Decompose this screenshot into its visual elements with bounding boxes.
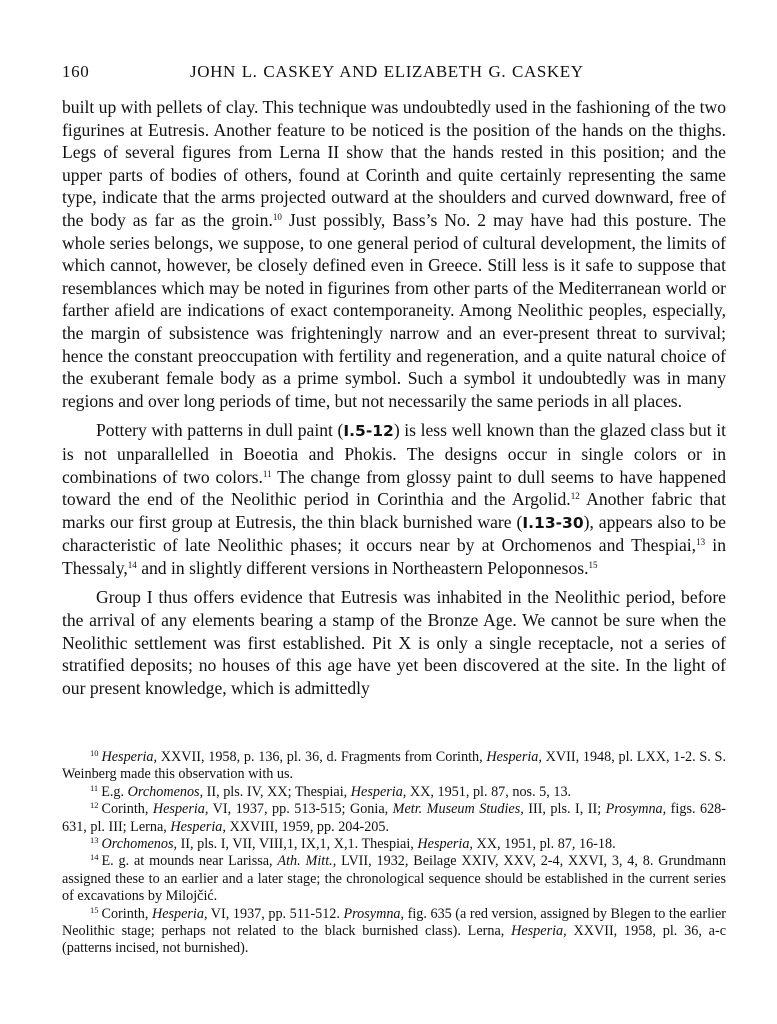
running-title: JOHN L. CASKEY AND ELIZABETH G. CASKEY — [190, 62, 584, 81]
text-span: VI, 1937, pp. 513-515; Gonia, — [208, 801, 393, 818]
footnote-13 — [62, 836, 726, 853]
italic-title: Ath. Mitt., — [277, 853, 337, 870]
footnote-ref-14[interactable]: 14 — [127, 559, 137, 570]
footnote-10 — [62, 749, 726, 784]
italic-title: Hesperia, — [151, 905, 208, 922]
italic-title: Orchomenos, — [101, 836, 178, 853]
text-span: XX, 1951, pl. 87, nos. 5, 13. — [406, 783, 572, 800]
footnote-ref-13[interactable]: 13 — [696, 537, 706, 548]
text-span: The change from glossy paint to dull seems to have happened toward the end of the Neolithic period in Corinthia and the Argolid. — [62, 466, 726, 510]
running-header — [62, 62, 726, 84]
text-span: Corinth, — [101, 801, 153, 818]
text-span: XVII, 1948, pl. LXX, 1-2. S. S. Weinberg made this observation with us. — [62, 749, 726, 783]
text-span: II, pls. I, VII, VIII,1, IX,1, X,1. Thespiai, — [177, 836, 418, 853]
catalogue-number: I.13-30 — [522, 513, 584, 532]
italic-title: Hesperia, — [417, 836, 473, 853]
text-span: Just possibly, Bass’s No. 2 may have had this posture. The whole series belongs, we suppose, to one general period of cultural development, the limits of which cannot, however, be closely defined even in Greece. Still less is it safe to suppose that resemblances which may be noted in figurines from other parts of the Mediterranean world or farther afield are indications of exact contemporaneity. Among Neolithic peoples, especially, the margin of subsistence was frighteningly narrow and an ever-present threat to survival; hence the constant preoccupation with fertility and regeneration, and a quite natural choice of the exuberant female body as a prime symbol. Such a symbol it undoubtedly was in many regions and over long periods of time, but not necessarily the same periods in all places. — [62, 209, 726, 411]
italic-title: Orchomenos, — [127, 783, 204, 800]
italic-title: Hesperia, — [486, 749, 542, 765]
italic-title: Hesperia, — [511, 923, 567, 940]
text-span: Group I thus offers evidence that Eutresis was inhabited in the Neolithic period, before the arrival of any elements bearing a stamp of the Bronze Age. We cannot be sure when the Neolithic settlement was first established. Pit X is only a single receptacle, not a series of stratified deposits; no houses of this age have yet been discovered at the site. In the light of our present knowledge, which is admittedly — [62, 587, 726, 698]
footnote-11 — [62, 784, 726, 801]
text-span: Another fabric that marks our first group at Eutresis, the thin black burnished ware — [62, 489, 726, 532]
text-span: is less well known than the glazed class but it is not unparallelled in Boeotia and Phokis. The designs occur in single colors or in combinations of two colors. — [62, 420, 726, 487]
footnote-14 — [62, 853, 726, 905]
footnotes — [62, 749, 726, 958]
italic-title: Prosymna, — [343, 905, 405, 922]
text-span: E. g. at mounds near Larissa, — [101, 853, 278, 870]
page-number: 160 — [62, 62, 90, 81]
footnote-number: 12 — [90, 800, 99, 811]
italic-title: Hesperia, — [101, 749, 158, 765]
italic-title: Metr. Museum Studies, — [392, 801, 524, 818]
footnote-number: 10 — [90, 748, 99, 758]
footnote-12 — [62, 801, 726, 836]
text-span: XXVII, 1958, pl. 36, a-c (patterns incised, not burnished). — [62, 923, 726, 957]
paragraph-group-one — [62, 586, 726, 699]
footnote-ref-11[interactable]: 11 — [262, 468, 272, 479]
text-span: , appears also to be characteristic of late Neolithic phases; it occurs near by at Orchomenos and Thespiai, — [62, 511, 726, 556]
footnote-number: 15 — [90, 904, 99, 915]
catalogue-number: I.5-12 — [343, 422, 394, 441]
text-span: XXVIII, 1959, pp. 204-205. — [225, 818, 390, 835]
text-span: figs. 628-631, pl. III; Lerna, — [62, 801, 726, 835]
footnote-ref-10[interactable]: 10 — [272, 211, 282, 222]
catalogue-ref-1: (I.5-12) — [337, 420, 400, 441]
text-span: VI, 1937, pp. 511-512. — [207, 905, 344, 922]
footnote-number: 11 — [90, 782, 99, 793]
text-span: fig. 635 (a red version, assigned by Blegen to the earlier Neolithic stage; perhaps not related to the black burnished class). Lerna, — [62, 905, 726, 940]
footnote-ref-15[interactable]: 15 — [588, 559, 598, 570]
text-span: II, pls. IV, XX; Thespiai, — [203, 783, 351, 800]
text-span: XX, 1951, pl. 87, 16-18. — [472, 836, 616, 853]
text-span: and in slightly different versions in Northeastern Peloponnesos. — [136, 557, 589, 578]
footnote-15 — [62, 906, 726, 958]
italic-title: Hesperia, — [170, 818, 226, 835]
text-span: XXVII, 1958, p. 136, pl. 36, d. Fragments from Corinth, — [157, 749, 487, 765]
footnote-number: 14 — [90, 852, 99, 863]
main-text — [62, 96, 726, 699]
text-span: LVII, 1932, Beilage XXIV, XXV, 2-4, XXVI, 3, 4, 8. Grundmann assigned these to an earlier and a later stage; the chronological sequence should be established in the current series of excavations by Milojčić. — [62, 853, 727, 905]
footnote-ref-12[interactable]: 12 — [570, 491, 580, 502]
footnote-number: 13 — [90, 835, 99, 846]
italic-title: Hesperia, — [152, 801, 209, 818]
catalogue-ref-2: (I.13-30) — [516, 511, 590, 532]
text-span: in Thessaly, — [62, 535, 726, 578]
text-span: built up with pellets of clay. This technique was undoubtedly used in the fashioning of the two figurines at Eutresis. Another feature to be noticed is the position of the hands on the thighs. Legs of several figures from Lerna II show that the hands rested in this position; and the upper parts of bodies of others, found at Corinth and quite certainly representing the same type, indicate that the arms projected outward at the shoulders and curved downward, free of the body as far as the groin. — [62, 97, 726, 230]
text-span: Corinth, — [101, 905, 152, 922]
paragraph-pottery — [62, 419, 726, 579]
italic-title: Hesperia, — [350, 783, 407, 800]
paragraph-figurines — [62, 96, 726, 412]
text-span: Pottery with patterns in dull paint — [96, 420, 338, 441]
text-span: E.g. — [101, 783, 128, 800]
italic-title: Prosymna, — [605, 801, 667, 818]
text-span: III, pls. I, II; — [523, 801, 606, 818]
